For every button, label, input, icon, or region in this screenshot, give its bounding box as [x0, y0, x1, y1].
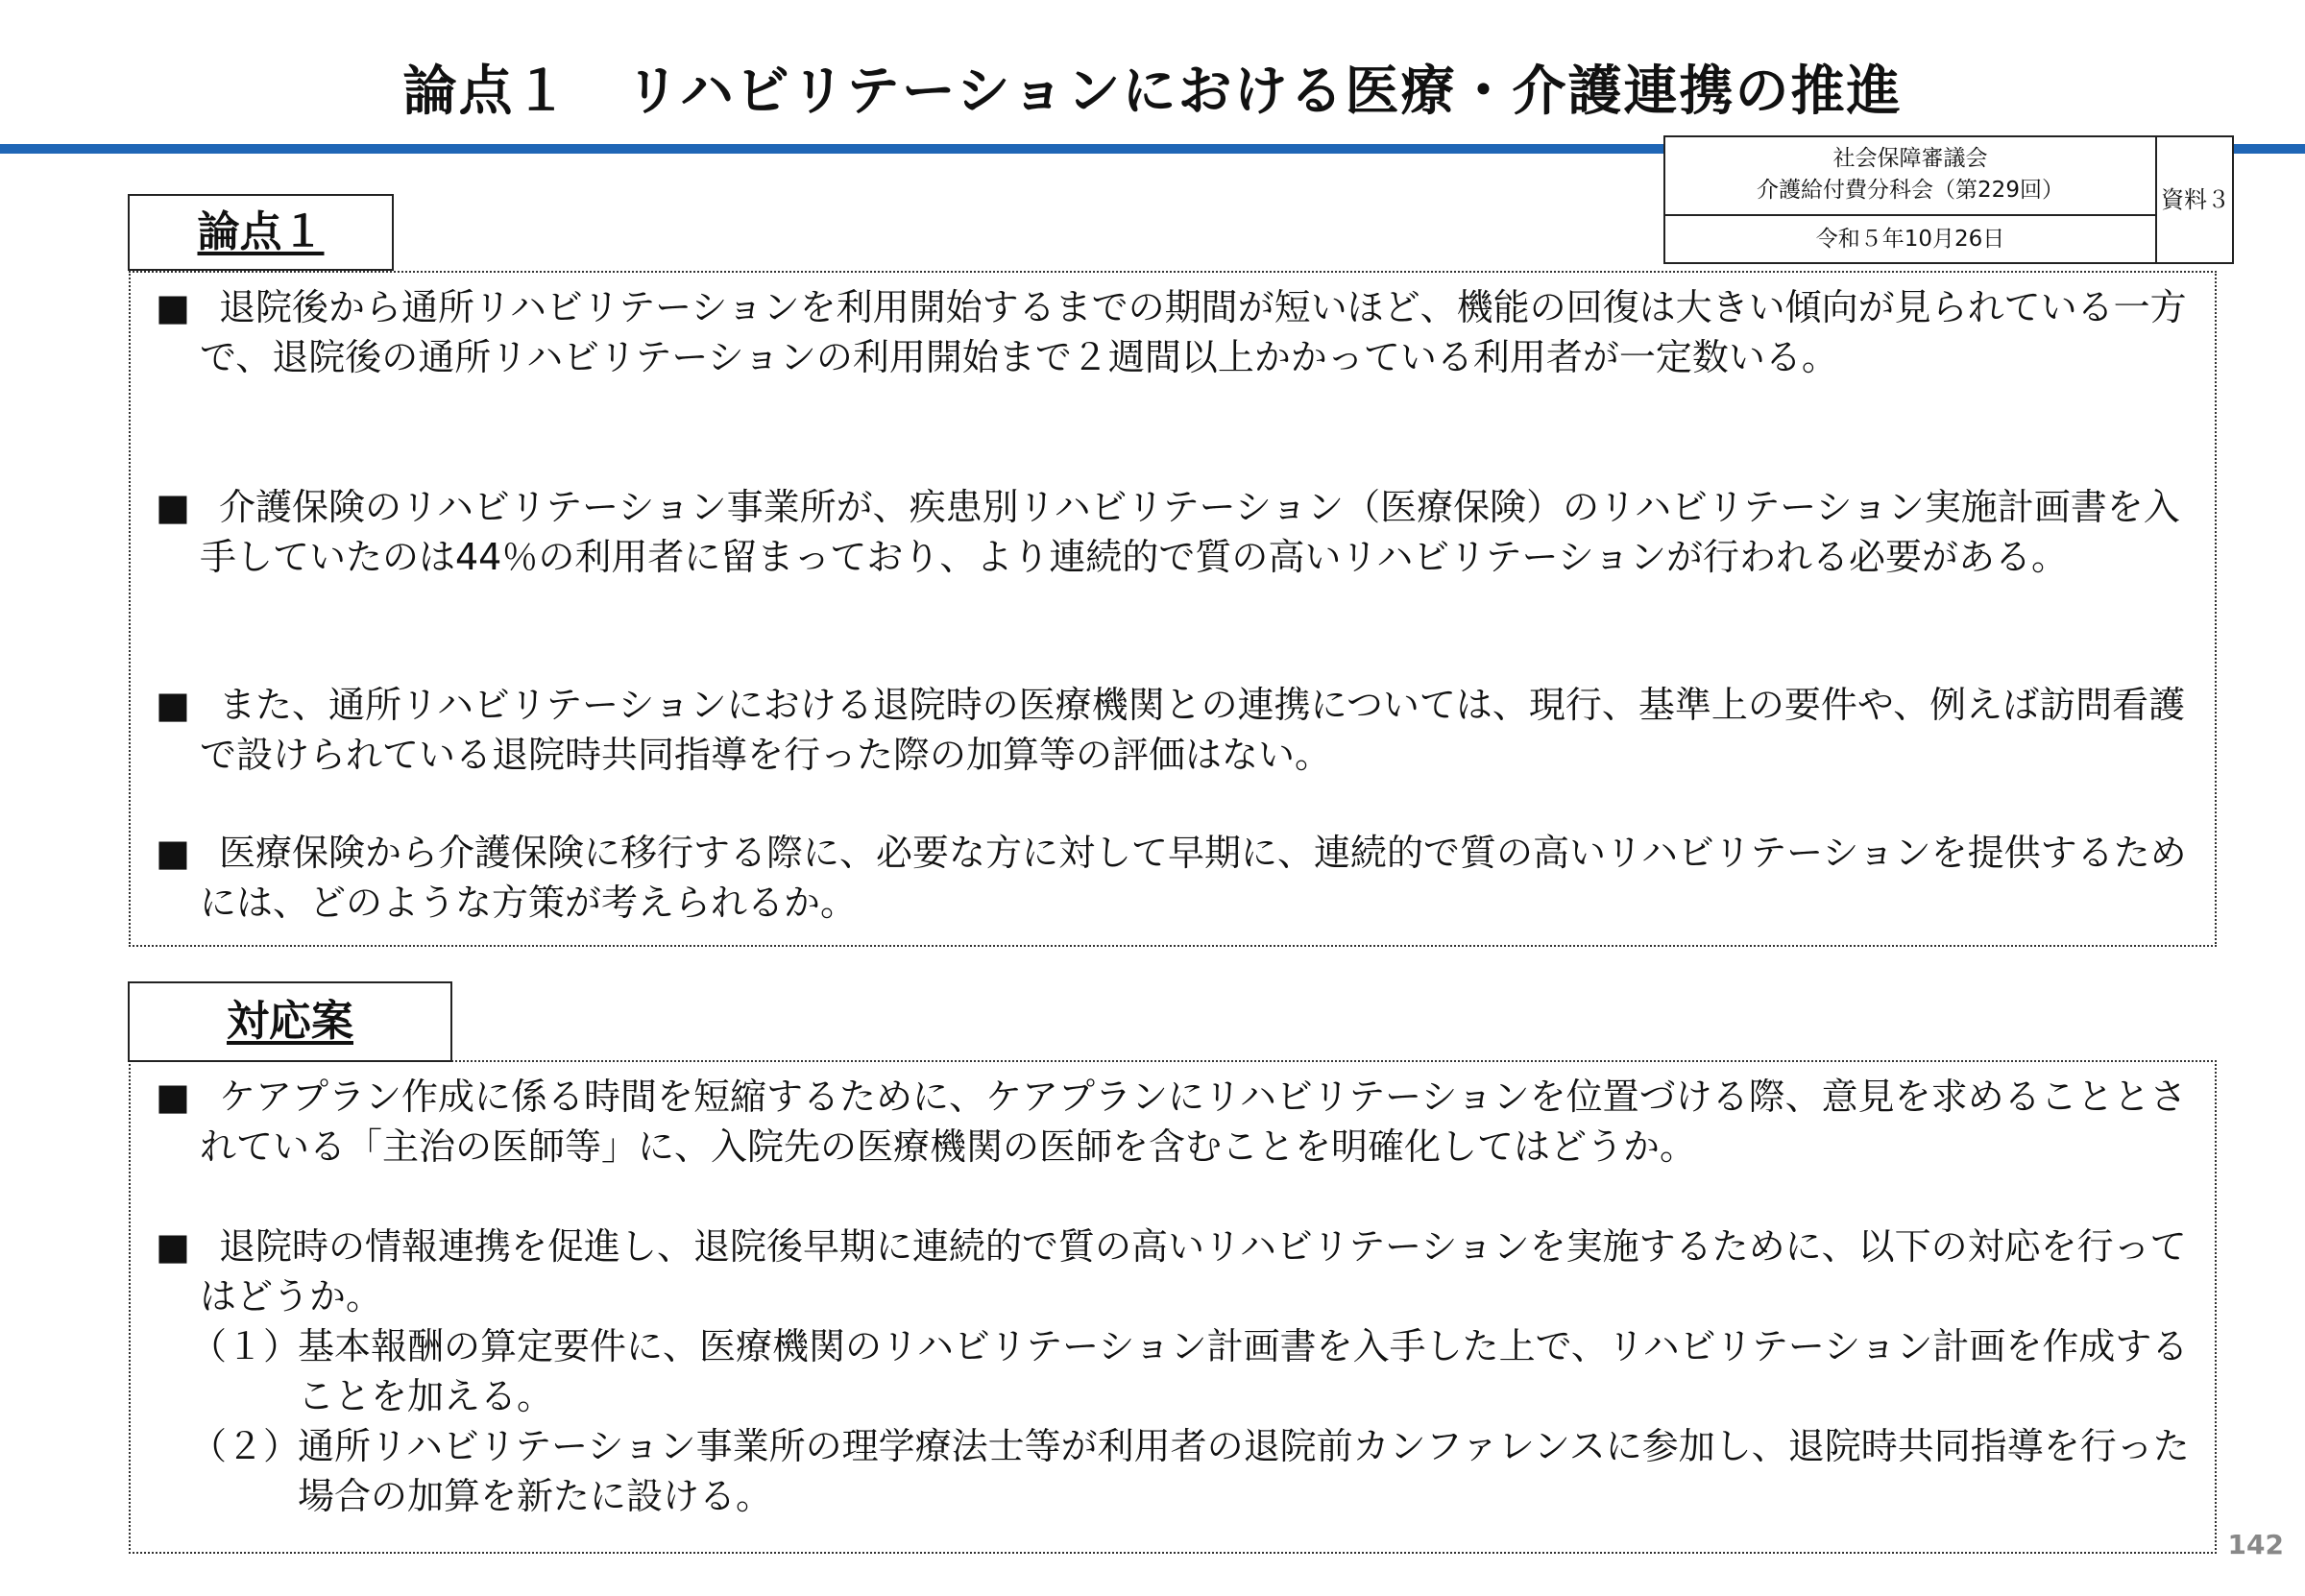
page-title: 論点１ リハビリテーションにおける医療・介護連携の推進	[402, 60, 1903, 123]
section-label-response: 対応案	[128, 981, 452, 1062]
subitem-text: 通所リハビリテーション事業所の理学療法士等が利用者の退院前カンファレンスに参加し、退院時共同指導を行った場合の加算を新たに設ける。	[298, 1425, 2190, 1517]
meta-committee	[1665, 137, 2155, 216]
bullet-square-icon: ■	[156, 1225, 190, 1268]
issue-item-text: 退院後から通所リハビリテーションを利用開始するまでの期間が短いほど、機能の回復は大きい傾向が見られている一方で、退院後の通所リハビリテーションの利用開始まで２週間以上かかっている利用者が一定数いる。	[200, 286, 2187, 378]
issue-item-text: 医療保険から介護保険に移行する際に、必要な方に対して早期に、連続的で質の高いリハビリテーションを提供するためには、どのような方策が考えられるか。	[200, 832, 2187, 924]
subitem-number: （２）	[190, 1425, 301, 1467]
issue-item	[156, 828, 2196, 928]
meta-committee-line1: 社会保障審議会	[1832, 146, 1988, 171]
section-label-issue: 論点１	[128, 194, 394, 271]
response-subitem	[190, 1421, 2196, 1521]
bullet-square-icon: ■	[156, 286, 190, 328]
issue-item	[156, 680, 2196, 780]
issue-item-text: また、通所リハビリテーションにおける退院時の医療機関との連携については、現行、基準上の要件や、例えば訪問看護で設けられている退院時共同指導を行った際の加算等の評価はない。	[200, 684, 2186, 776]
meta-date: 令和５年10月26日	[1815, 227, 2005, 252]
response-item-text: 退院時の情報連携を促進し、退院後早期に連続的で質の高いリハビリテーションを実施するために、以下の対応を行ってはどうか。	[200, 1225, 2187, 1318]
issue-box	[129, 271, 2217, 947]
response-item-text: ケアプラン作成に係る時間を短縮するために、ケアプランにリハビリテーションを位置づける際、意見を求めることとされている「主治の医師等」に、入院先の医療機関の医師を含むことを明確化してはどうか。	[200, 1076, 2187, 1168]
subitem-text: 基本報酬の算定要件に、医療機関のリハビリテーション計画書を入手した上で、リハビリテーション計画を作成することを加える。	[298, 1325, 2189, 1417]
response-item	[156, 1072, 2196, 1172]
response-subitem	[190, 1321, 2196, 1421]
issue-item-text: 介護保険のリハビリテーション事業所が、疾患別リハビリテーション（医療保険）のリハビリテーション実施計画書を入手していたのは44％の利用者に留まっており、より連続的で質の高いリハビリテーションが行われる必要がある。	[200, 486, 2180, 578]
bullet-square-icon: ■	[156, 684, 190, 726]
bullet-square-icon: ■	[156, 486, 190, 528]
document-meta-table	[1663, 135, 2234, 264]
response-item	[156, 1221, 2196, 1321]
bullet-square-icon: ■	[156, 832, 190, 874]
issue-item	[156, 282, 2196, 382]
meta-document-label: 資料３	[2161, 186, 2230, 213]
meta-left-cell	[1665, 137, 2157, 262]
page-number: 142	[2227, 1529, 2284, 1560]
bullet-square-icon: ■	[156, 1076, 190, 1118]
issue-item	[156, 482, 2196, 582]
subitem-number: （１）	[190, 1325, 301, 1367]
meta-committee-line2: 介護給付費分科会（第229回）	[1757, 178, 2064, 203]
response-box	[129, 1060, 2217, 1554]
